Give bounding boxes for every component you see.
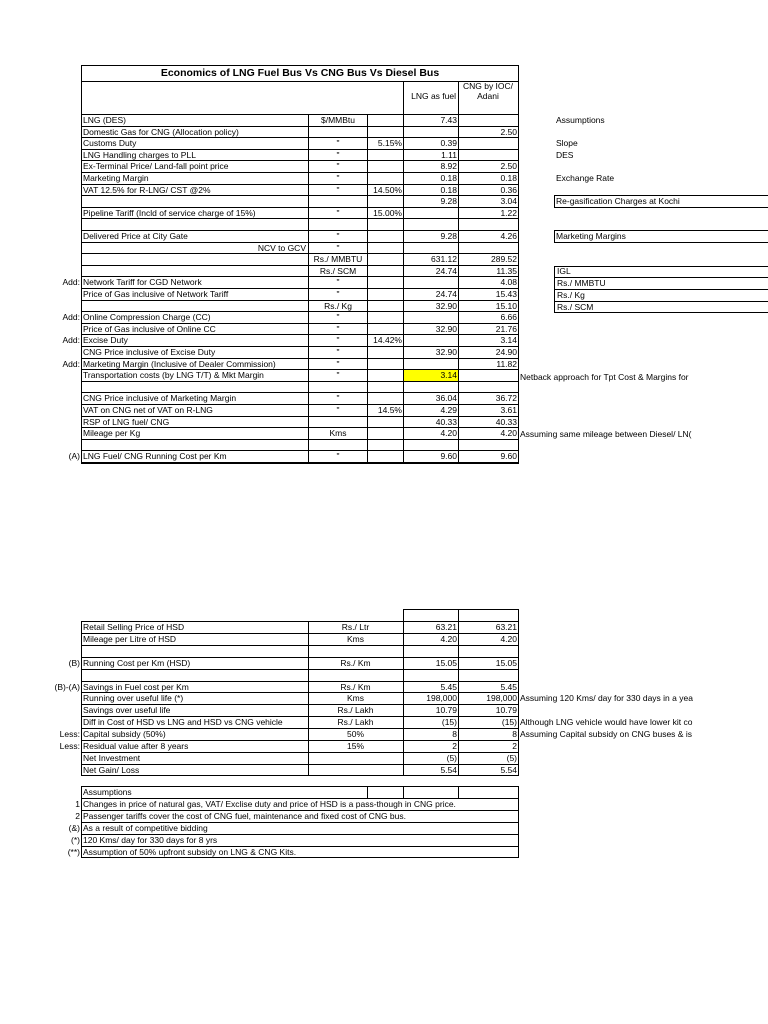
hsd-row-label: Mileage per Litre of HSD [83, 634, 177, 644]
row-unit: " [336, 312, 340, 322]
hsd-row-label: Capital subsidy (50%) [83, 729, 166, 739]
row-cng-value: 11.82 [496, 359, 517, 369]
hsd-row-cng-value: 4.20 [500, 634, 517, 644]
hsd-row-cng-value: 198,000 [486, 693, 517, 703]
hsd-row-unit: 15% [346, 741, 364, 751]
row-prefix: Add: [62, 312, 80, 322]
assumption-text: 120 Kms/ day for 330 days for 8 yrs [83, 835, 218, 845]
hsd-row-lng-value: 198,000 [426, 693, 457, 703]
row-cng-value: 40.33 [495, 417, 517, 427]
igl-label: IGL [557, 266, 571, 276]
row-cng-value: 4.20 [500, 428, 517, 438]
row-lng-value: 0.18 [440, 173, 457, 183]
row-prefix: (A) [68, 451, 80, 461]
hsd-row-cng-value: 15.05 [495, 658, 517, 668]
hsd-row-prefix: Less: [59, 729, 80, 739]
row-label: Delivered Price at City Gate [83, 231, 188, 241]
row-label: NCV to GCV [257, 243, 306, 253]
row-cng-value: 1.22 [500, 208, 517, 218]
row-label: RSP of LNG fuel/ CNG [83, 417, 170, 427]
row-lng-value: 7.43 [440, 115, 457, 125]
row-label: Pipeline Tariff (Incld of service charge of 15%) [83, 208, 256, 218]
hsd-row-lng-value: 2 [452, 741, 457, 751]
row-lng-value: 0.18 [440, 185, 457, 195]
hsd-row-label: Savings in Fuel cost per Km [83, 682, 189, 692]
row-lng-value: 24.74 [435, 289, 457, 299]
row-label: Marketing Margin (Inclusive of Dealer Commission) [83, 359, 276, 369]
row-cng-value: 2.50 [500, 127, 517, 137]
hsd-row-unit: Rs./ Lakh [337, 705, 374, 715]
igl-scm: Rs./ SCM [557, 302, 594, 312]
assumption-key: 1 [75, 799, 80, 809]
row-label: Excise Duty [83, 335, 128, 345]
hsd-row-unit: Rs./ Km [340, 658, 371, 668]
row-lng-value: 40.33 [435, 417, 457, 427]
igl-kg: Rs./ Kg [557, 290, 585, 300]
assumption-key: (**) [67, 847, 80, 857]
row-unit: " [336, 138, 340, 148]
row-unit: " [336, 161, 340, 171]
row-lng-value: 8.92 [440, 161, 457, 171]
hsd-row-lng-value: 63.21 [435, 622, 457, 632]
hsd-row-unit: Kms [347, 634, 364, 644]
igl-mmbtu: Rs./ MMBTU [557, 278, 606, 288]
side-slope: Slope [556, 138, 578, 148]
hsd-row-prefix: Less: [59, 741, 80, 751]
row-label: CNG Price inclusive of Excise Duty [83, 347, 216, 357]
assumptions-header: Assumptions [83, 787, 132, 797]
row-label: Network Tariff for CGD Network [83, 277, 202, 287]
hsd-row-lng-value: 10.79 [435, 705, 457, 715]
col-head-cng: CNG by IOC/ Adani [462, 81, 514, 101]
hsd-row-lng-value: 4.20 [440, 634, 457, 644]
row-cng-value: 2.50 [500, 161, 517, 171]
row-lng-value: 0.39 [440, 138, 457, 148]
row-cng-value: 0.18 [500, 173, 517, 183]
row-cng-value: 4.08 [500, 277, 517, 287]
side-regas: Re-gasification Charges at Kochi [556, 196, 680, 206]
row-pct: 5.15% [377, 138, 402, 148]
hsd-row-label: Net Investment [83, 753, 141, 763]
side-assumptions: Assumptions [556, 115, 605, 125]
row-label: Customs Duty [83, 138, 137, 148]
row-lng-value: 3.14 [440, 370, 457, 380]
hsd-row-cng-value: (15) [501, 717, 517, 727]
row-cng-value: 15.43 [495, 289, 517, 299]
row-unit: " [336, 393, 340, 403]
row-label: Domestic Gas for CNG (Allocation policy) [83, 127, 239, 137]
row-lng-value: 9.60 [440, 451, 457, 461]
row-unit: " [336, 208, 340, 218]
row-label: Mileage per Kg [83, 428, 141, 438]
hsd-row-unit: 50% [346, 729, 364, 739]
row-unit: " [336, 185, 340, 195]
row-cng-value: 6.66 [500, 312, 517, 322]
hsd-row-label: Running over useful life (*) [83, 693, 184, 703]
row-lng-value: 9.28 [440, 196, 457, 206]
hsd-row-lng-value: (5) [446, 753, 457, 763]
hsd-row-prefix: (B)-(A) [54, 682, 80, 692]
assumption-key: (*) [71, 835, 80, 845]
row-unit: " [336, 173, 340, 183]
side-marketing-margins: Marketing Margins [556, 231, 626, 241]
row-pct: 14.5% [377, 405, 402, 415]
row-lng-value: 32.90 [435, 347, 457, 357]
row-label: Transportation costs (by LNG T/T) & Mkt Margin [83, 370, 264, 380]
row-unit: " [336, 359, 340, 369]
row-cng-value: 11.35 [496, 266, 517, 276]
row-pct: 14.42% [373, 335, 402, 345]
hsd-row-lng-value: 5.45 [440, 682, 457, 692]
row-unit: Rs./ SCM [319, 266, 357, 276]
row-unit: Kms [329, 428, 347, 438]
row-lng-value: 32.90 [435, 301, 457, 311]
hsd-row-label: Net Gain/ Loss [83, 765, 140, 775]
row-cng-value: 4.26 [500, 231, 517, 241]
row-unit: " [336, 231, 340, 241]
row-unit: " [336, 324, 340, 334]
row-label: LNG Fuel/ CNG Running Cost per Km [83, 451, 227, 461]
page-title: Economics of LNG Fuel Bus Vs CNG Bus Vs Diesel Bus [160, 68, 440, 79]
hsd-row-cng-value: 8 [512, 729, 517, 739]
assumption-key: 2 [75, 811, 80, 821]
hsd-row-cng-value: 63.21 [495, 622, 517, 632]
row-label: VAT on CNG net of VAT on R-LNG [83, 405, 213, 415]
row-label: Price of Gas inclusive of Online CC [83, 324, 216, 334]
row-label: Marketing Margin [83, 173, 149, 183]
col-head-lng: LNG as fuel [411, 91, 456, 101]
hsd-row-lng-value: 8 [452, 729, 457, 739]
row-label: LNG (DES) [83, 115, 126, 125]
row-lng-value: 631.12 [431, 254, 457, 264]
hsd-row-unit: Rs./ Ltr [341, 622, 370, 632]
hsd-row-note: Although LNG vehicle would have lower kit co [520, 717, 693, 727]
hsd-row-cng-value: 2 [512, 741, 517, 751]
row-unit: " [336, 243, 340, 253]
row-cng-value: 3.14 [500, 335, 517, 345]
row-unit: " [336, 405, 340, 415]
row-unit: " [336, 335, 340, 345]
side-mileage-note: Assuming same mileage between Diesel/ LN( [520, 429, 692, 439]
row-prefix: Add: [62, 335, 80, 345]
row-unit: " [336, 277, 340, 287]
row-unit: " [336, 289, 340, 299]
row-prefix: Add: [62, 277, 80, 287]
row-lng-value: 36.04 [435, 393, 457, 403]
hsd-row-unit: Rs./ Lakh [337, 717, 374, 727]
hsd-row-label: Retail Selling Price of HSD [83, 622, 185, 632]
row-unit: $/MMBtu [320, 115, 355, 125]
assumption-text: Changes in price of natural gas, VAT/ Exclise duty and price of HSD is a pass-though in CNG price. [83, 799, 456, 809]
row-label: CNG Price inclusive of Marketing Margin [83, 393, 237, 403]
row-label: Online Compression Charge (CC) [83, 312, 211, 322]
side-netback: Netback approach for Tpt Cost & Margins for [520, 372, 689, 382]
row-cng-value: 0.36 [500, 185, 517, 195]
row-lng-value: 1.11 [441, 150, 457, 160]
side-des: DES [556, 150, 574, 160]
row-pct: 15.00% [373, 208, 402, 218]
row-cng-value: 3.04 [500, 196, 517, 206]
hsd-row-label: Savings over useful life [83, 705, 171, 715]
row-unit: " [336, 347, 340, 357]
hsd-row-label: Running Cost per Km (HSD) [83, 658, 191, 668]
hsd-row-label: Diff in Cost of HSD vs LNG and HSD vs CNG vehicle [83, 717, 283, 727]
row-cng-value: 15.10 [495, 301, 517, 311]
hsd-row-cng-value: 10.79 [495, 705, 517, 715]
hsd-row-note: Assuming Capital subsidy on CNG buses & is [520, 729, 692, 739]
assumption-text: As a result of competitive bidding [83, 823, 208, 833]
side-exchange-rate: Exchange Rate [556, 173, 615, 183]
row-cng-value: 289.52 [491, 254, 517, 264]
row-cng-value: 36.72 [495, 393, 517, 403]
hsd-row-unit: Kms [347, 693, 364, 703]
hsd-row-unit: Rs./ Km [340, 682, 371, 692]
row-unit: " [336, 150, 340, 160]
row-unit: Rs./ MMBTU [313, 254, 363, 264]
row-label: Price of Gas inclusive of Network Tariff [83, 289, 229, 299]
row-lng-value: 24.74 [435, 266, 457, 276]
row-label: VAT 12.5% for R-LNG/ CST @2% [83, 185, 211, 195]
row-unit: " [336, 451, 340, 461]
assumption-text: Passenger tariffs cover the cost of CNG fuel, maintenance and fixed cost of CNG bus. [83, 811, 406, 821]
row-cng-value: 3.61 [500, 405, 517, 415]
row-lng-value: 4.29 [440, 405, 457, 415]
row-lng-value: 32.90 [435, 324, 457, 334]
row-cng-value: 21.76 [495, 324, 517, 334]
hsd-row-note: Assuming 120 Kms/ day for 330 days in a yea [520, 693, 693, 703]
row-unit: Rs./ Kg [324, 301, 352, 311]
row-label: Ex-Terminal Price/ Land-fall point price [83, 161, 229, 171]
row-pct: 14.50% [373, 185, 402, 195]
row-cng-value: 9.60 [500, 451, 517, 461]
hsd-row-lng-value: 15.05 [435, 658, 457, 668]
hsd-row-lng-value: (15) [441, 717, 457, 727]
hsd-row-cng-value: (5) [506, 753, 517, 763]
row-unit: " [336, 370, 340, 380]
hsd-row-cng-value: 5.54 [500, 765, 517, 775]
row-prefix: Add: [62, 359, 80, 369]
row-lng-value: 4.20 [440, 428, 457, 438]
hsd-row-label: Residual value after 8 years [83, 741, 189, 751]
hsd-row-cng-value: 5.45 [500, 682, 517, 692]
row-label: LNG Handling charges to PLL [83, 150, 196, 160]
row-lng-value: 9.28 [440, 231, 457, 241]
assumption-text: Assumption of 50% upfront subsidy on LNG & CNG Kits. [83, 847, 297, 857]
hsd-row-prefix: (B) [68, 658, 80, 668]
hsd-row-lng-value: 5.54 [440, 765, 457, 775]
row-cng-value: 24.90 [495, 347, 517, 357]
assumption-key: (&) [68, 823, 80, 833]
